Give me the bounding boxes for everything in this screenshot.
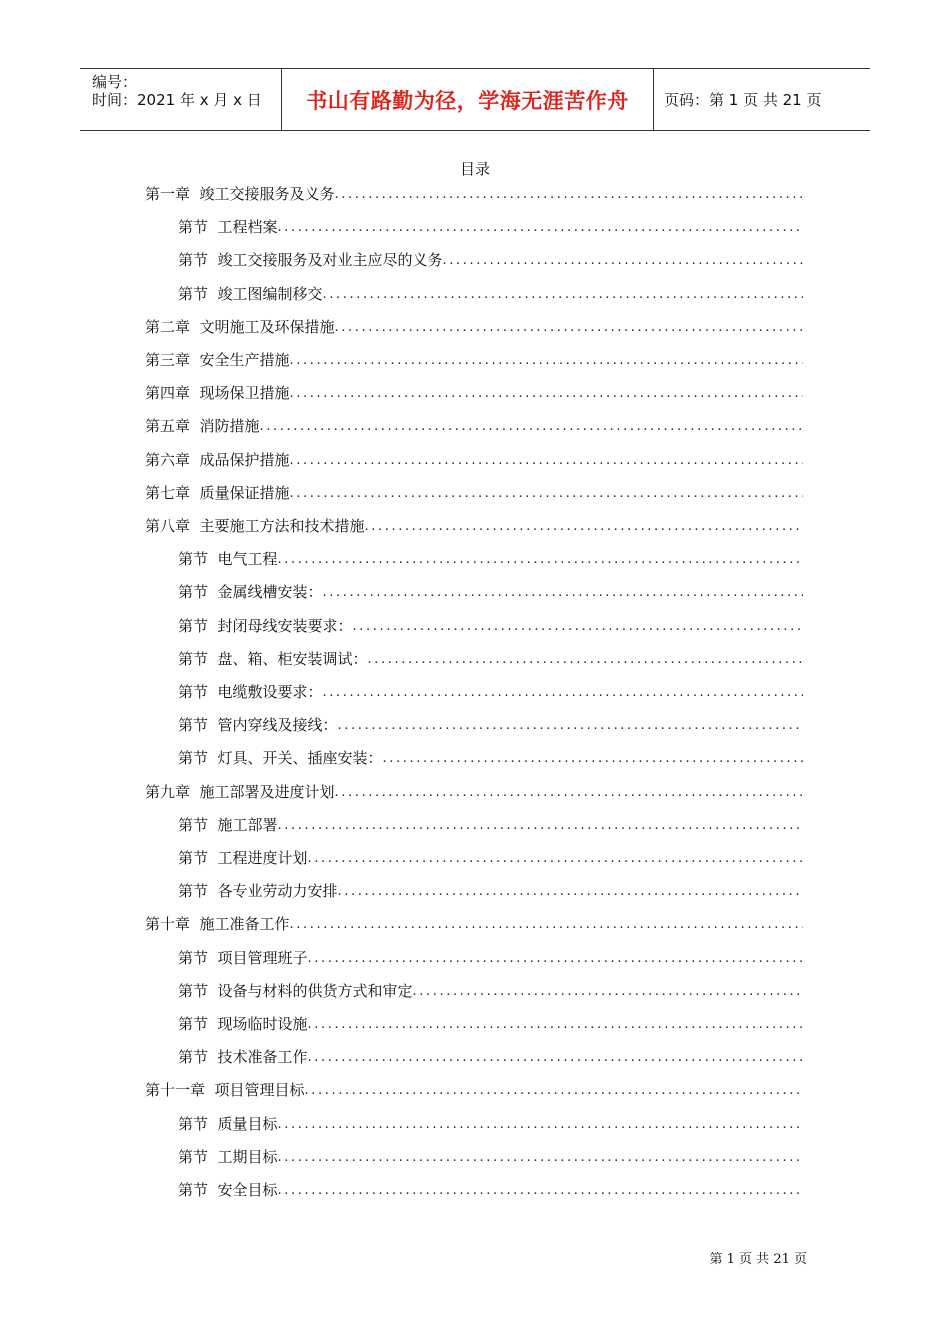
toc-dot-leader [278, 219, 803, 237]
toc-dot-leader [338, 883, 803, 901]
toc-section-entry[interactable] [178, 616, 803, 636]
toc-dot-leader [308, 950, 803, 968]
toc-dot-leader [338, 717, 803, 735]
page-footer: 第 1 页 共 21 页 [709, 1252, 807, 1267]
toc-dot-leader [278, 817, 803, 835]
header-right-cell [654, 69, 870, 130]
toc-entry-text: 第节 质量目标 [178, 1114, 278, 1133]
toc-dot-leader [323, 584, 803, 602]
toc-section-entry[interactable] [178, 748, 803, 768]
toc-section-entry[interactable] [178, 1147, 803, 1167]
toc-chapter-entry[interactable] [145, 317, 803, 337]
toc-section-entry[interactable] [178, 948, 803, 968]
header-left-cell [80, 69, 282, 130]
toc-entry-text: 第节 工期目标 [178, 1147, 278, 1166]
toc-section-entry[interactable] [178, 649, 803, 669]
toc-entry-text: 第节 技术准备工作 [178, 1048, 308, 1067]
toc-entry-text: 第节 现场临时设施 [178, 1015, 308, 1033]
toc-section-entry[interactable] [178, 815, 803, 835]
toc-entry-text: 第节 盘、箱、柜安装调试： [178, 649, 368, 668]
toc-entry-text: 第四章 现场保卫措施 [145, 384, 290, 403]
toc-dot-leader [413, 983, 803, 1001]
toc-entry-text: 第节 封闭母线安装要求： [178, 616, 353, 635]
header-motto: 书山有路勤为径，学海无涯苦作舟 [306, 88, 629, 113]
toc-dot-leader [368, 651, 803, 669]
toc-section-entry[interactable] [178, 1047, 803, 1067]
toc-dot-leader [290, 385, 803, 403]
toc-title: 目录 [459, 160, 490, 178]
toc-chapter-entry[interactable] [145, 416, 803, 436]
toc-dot-leader [308, 850, 803, 868]
toc-dot-leader [260, 418, 803, 436]
toc-entry-text: 第节 项目管理班子 [178, 948, 308, 967]
number-label: 编号： [92, 73, 138, 91]
toc-section-entry[interactable] [178, 881, 803, 901]
toc-dot-leader [335, 186, 803, 204]
toc-entry-text: 第节 竣工图编制移交 [178, 284, 323, 303]
toc-chapter-entry[interactable] [145, 782, 803, 802]
toc-section-entry[interactable] [178, 981, 803, 1001]
header-middle-cell [282, 69, 654, 130]
time-label: 时间：2021 年 x 月 x 日 [92, 91, 262, 109]
toc-section-entry[interactable] [178, 1014, 803, 1034]
toc-dot-leader [308, 1016, 803, 1034]
toc-entry-text: 第九章 施工部署及进度计划 [145, 782, 335, 801]
toc-entry-text: 第节 设备与材料的供货方式和审定 [178, 981, 413, 1000]
toc-dot-leader [365, 518, 803, 536]
toc-chapter-entry[interactable] [145, 516, 803, 536]
toc-chapter-entry[interactable] [145, 184, 803, 204]
toc-dot-leader [335, 784, 803, 802]
toc-entry-text: 第节 工程档案 [178, 218, 278, 237]
toc-dot-leader [278, 1116, 803, 1134]
toc-dot-leader [290, 485, 803, 503]
toc-dot-leader [383, 750, 803, 768]
toc-entry-text: 第十一章 项目管理目标 [145, 1081, 305, 1100]
toc-entry-text: 第节 安全目标 [178, 1181, 278, 1199]
toc-dot-leader [278, 1182, 803, 1200]
toc-dot-leader [323, 684, 803, 702]
toc-dot-leader [443, 252, 803, 270]
toc-entry-text: 第二章 文明施工及环保措施 [145, 317, 335, 336]
toc-entry-text: 第一章 竣工交接服务及义务 [145, 185, 335, 203]
toc-entry-text: 第八章 主要施工方法和技术措施 [145, 517, 365, 535]
toc-entry-text: 第三章 安全生产措施 [145, 351, 290, 369]
document-header [80, 68, 870, 131]
toc-section-entry[interactable] [178, 1180, 803, 1200]
toc-dot-leader [323, 286, 803, 304]
toc-section-entry[interactable] [178, 1114, 803, 1134]
toc-section-entry[interactable] [178, 582, 803, 602]
toc-entry-text: 第十章 施工准备工作 [145, 915, 290, 934]
toc-chapter-entry[interactable] [145, 350, 803, 370]
header-page-info: 页码：第 1 页 共 21 页 [664, 91, 822, 109]
toc-dot-leader [290, 452, 803, 470]
toc-dot-leader [290, 352, 803, 370]
toc-entry-text: 第五章 消防措施 [145, 417, 260, 436]
toc-chapter-entry[interactable] [145, 914, 803, 934]
toc-entry-text: 第节 工程进度计划 [178, 849, 308, 867]
toc-section-entry[interactable] [178, 848, 803, 868]
toc-section-entry[interactable] [178, 682, 803, 702]
toc-entry-text: 第节 管内穿线及接线： [178, 716, 338, 735]
toc-dot-leader [290, 916, 803, 934]
toc-chapter-entry[interactable] [145, 450, 803, 470]
toc-entry-text: 第六章 成品保护措施 [145, 450, 290, 469]
toc-entry-text: 第节 各专业劳动力安排 [178, 882, 338, 901]
toc-entry-text: 第节 电气工程 [178, 550, 278, 569]
toc-entry-text: 第节 灯具、开关、插座安装： [178, 749, 383, 768]
toc-chapter-entry[interactable] [145, 483, 803, 503]
toc-section-entry[interactable] [178, 715, 803, 735]
toc-entry-text: 第节 竣工交接服务及对业主应尽的义务 [178, 251, 443, 270]
toc-section-entry[interactable] [178, 549, 803, 569]
toc-section-entry[interactable] [178, 217, 803, 237]
toc-entry-text: 第七章 质量保证措施 [145, 483, 290, 502]
toc-section-entry[interactable] [178, 250, 803, 270]
toc-entry-text: 第节 施工部署 [178, 815, 278, 834]
toc-dot-leader [335, 319, 803, 337]
toc-chapter-entry[interactable] [145, 1080, 803, 1100]
toc-chapter-entry[interactable] [145, 383, 803, 403]
toc-dot-leader [278, 1149, 803, 1167]
toc-entry-text: 第节 金属线槽安装： [178, 583, 323, 602]
toc-entry-text: 第节 电缆敷设要求： [178, 683, 323, 701]
toc-section-entry[interactable] [178, 284, 803, 304]
toc-dot-leader [278, 551, 803, 569]
toc-dot-leader [308, 1049, 803, 1067]
toc-dot-leader [305, 1082, 803, 1100]
toc-dot-leader [353, 618, 803, 636]
